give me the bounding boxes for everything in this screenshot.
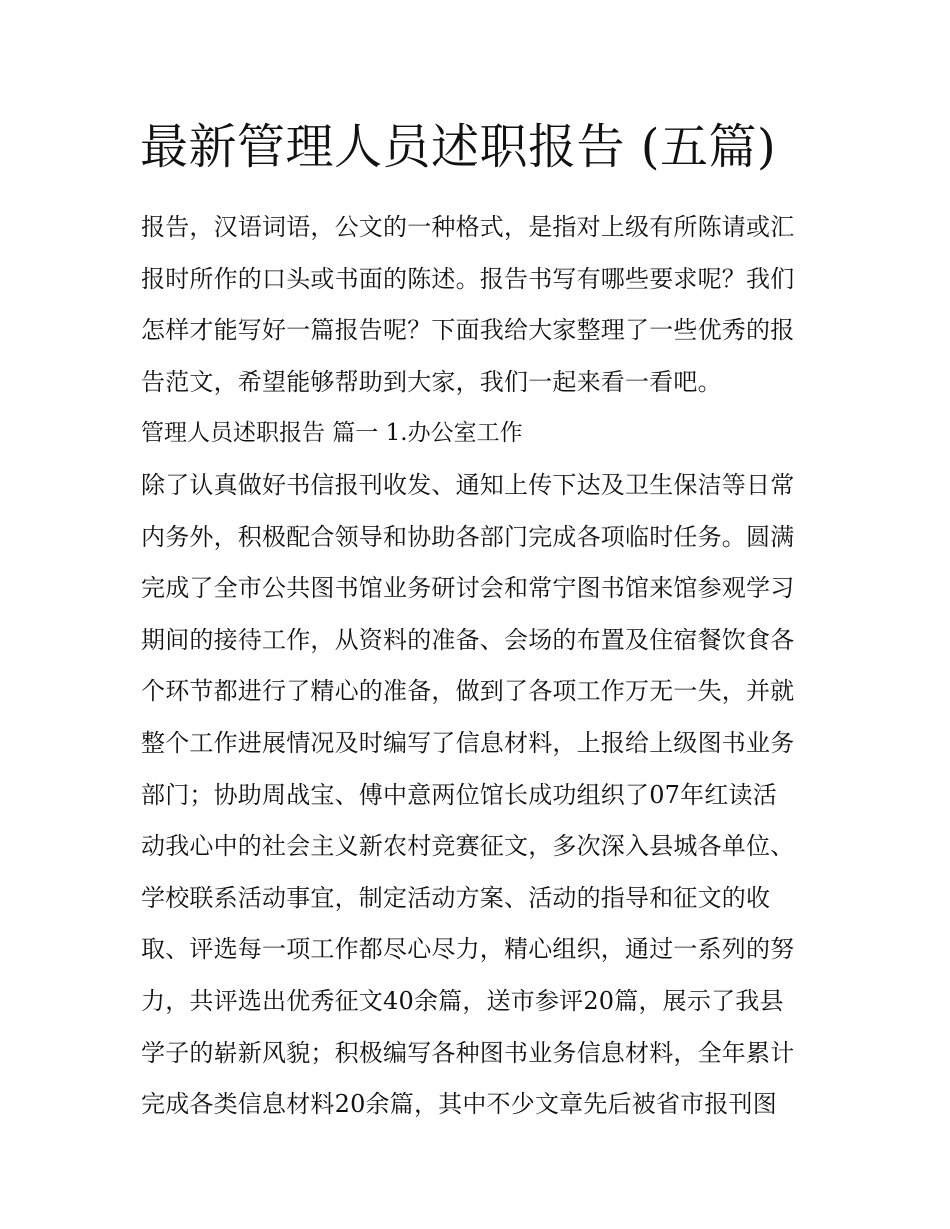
document-title: 最新管理人员述职报告 (五篇) <box>140 119 777 175</box>
intro-line: 告范文，希望能够帮助到大家，我们一起来看一看吧。 <box>141 367 722 396</box>
section-line: 个环节都进行了精心的准备，做到了各项工作万无一失，并就 <box>141 677 795 706</box>
document-body <box>141 202 821 1131</box>
section-line: 整个工作进展情况及时编写了信息材料，上报给上级图书业务 <box>141 728 795 757</box>
section-line: 期间的接待工作，从资料的准备、会场的布置及住宿餐饮食各 <box>141 625 795 654</box>
section-line: 除了认真做好书信报刊收发、通知上传下达及卫生保洁等日常 <box>141 470 795 499</box>
section-line: 动我心中的社会主义新农村竞赛征文，多次深入县城各单位、 <box>141 832 795 861</box>
section-heading: 管理人员述职报告 篇一 1.办公室工作 <box>141 420 523 447</box>
section-line: 完成各类信息材料20余篇，其中不少文章先后被省市报刊图 <box>141 1090 777 1119</box>
section-line: 取、评选每一项工作都尽心尽力，精心组织，通过一系列的努 <box>141 935 795 964</box>
section-line: 内务外，积极配合领导和协助各部门完成各项临时任务。圆满 <box>141 522 795 551</box>
section-line: 学校联系活动事宜，制定活动方案、活动的指导和征文的收 <box>141 883 771 912</box>
intro-line: 报告，汉语词语，公文的一种格式，是指对上级有所陈请或汇 <box>141 213 795 241</box>
intro-line: 报时所作的口头或书面的陈述。报告书写有哪些要求呢？我们 <box>141 264 795 293</box>
intro-line: 怎样才能写好一篇报告呢？下面我给大家整理了一些优秀的报 <box>141 316 795 345</box>
section-line: 力，共评选出优秀征文40余篇，送市参评20篇，展示了我县 <box>141 986 784 1015</box>
section-line: 完成了全市公共图书馆业务研讨会和常宁图书馆来馆参观学习 <box>141 574 795 603</box>
section-line: 学子的崭新风貌；积极编写各种图书业务信息材料，全年累计 <box>141 1038 795 1067</box>
section-line: 部门；协助周战宝、傅中意两位馆长成功组织了07年红读活 <box>141 780 777 809</box>
